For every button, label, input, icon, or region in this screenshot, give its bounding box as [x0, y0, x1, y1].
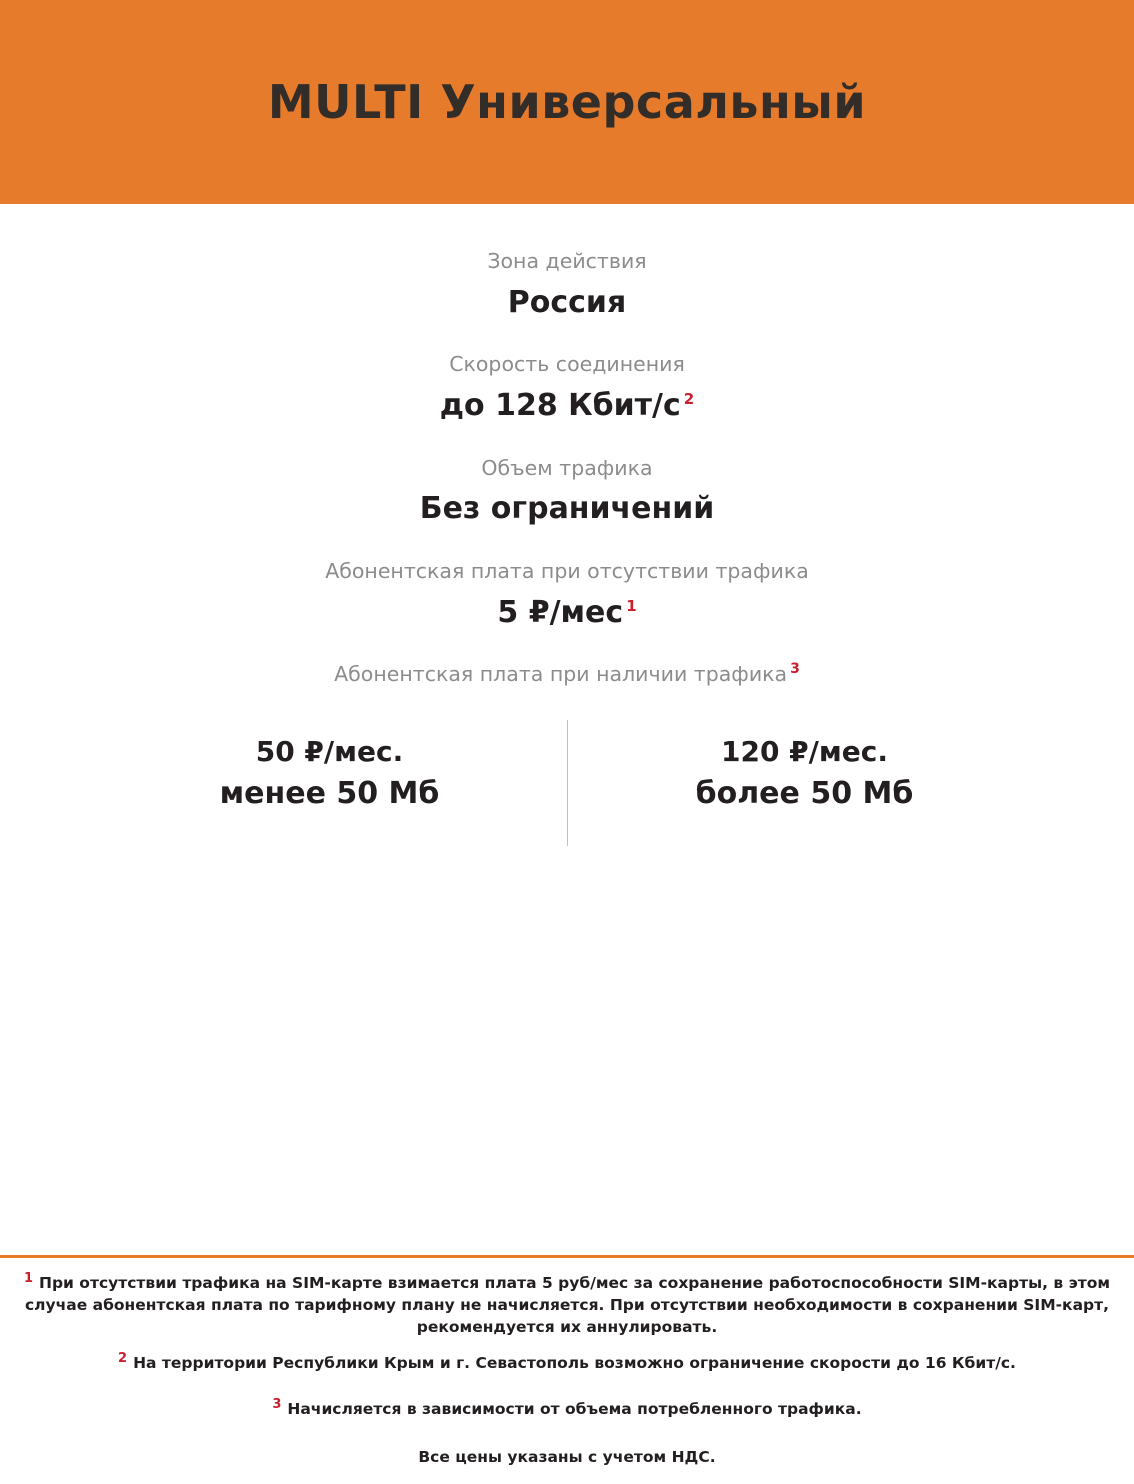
footnote-ref-2: 2	[683, 390, 695, 408]
footnote-item-2	[18, 1350, 1116, 1374]
vat-note: Все цены указаны с учетом НДС.	[418, 1448, 716, 1466]
spec-row-fee-with-traffic	[0, 659, 1134, 690]
page-title: MULTI Универсальный	[267, 74, 867, 129]
spec-value-fee-no-traffic-text: 5 ₽/мес	[497, 594, 624, 630]
spec-label-coverage: Зона действия	[487, 249, 647, 273]
spec-value-speed-text: до 128 Кбит/с	[439, 388, 681, 423]
spec-row-coverage	[0, 246, 1134, 323]
footnote-ref-3: 3	[790, 661, 800, 678]
footnote-text-3: Начисляется в зависимости от объема потребленного трафика.	[287, 1400, 862, 1418]
page-header	[0, 0, 1134, 204]
spec-row-speed	[0, 349, 1134, 426]
footnote-ref-1: 1	[626, 596, 637, 615]
footnotes-list	[0, 1258, 1134, 1484]
spec-value-volume	[0, 489, 1134, 530]
spec-row-volume	[0, 453, 1134, 530]
traffic-fee-condition-high: более 50 Мб	[695, 776, 914, 812]
footnote-item-1	[18, 1270, 1116, 1338]
spec-label-fee-with-traffic	[0, 659, 1134, 690]
traffic-fee-price-high: 120 ₽/мес.	[720, 734, 888, 768]
spec-value-coverage-text: Россия	[507, 284, 627, 320]
spec-label-fee-no-traffic: Абонентская плата при отсутствии трафика	[325, 558, 809, 583]
footnote-number-3: 3	[272, 1396, 282, 1412]
footnote-number-2: 2	[118, 1350, 128, 1366]
traffic-fee-column-high	[568, 716, 1042, 856]
spec-value-coverage	[0, 283, 1134, 324]
spec-value-volume-text: Без ограничений	[419, 491, 715, 527]
traffic-fee-price-low: 50 ₽/мес.	[255, 734, 404, 768]
footnote-item-3	[18, 1396, 1116, 1420]
traffic-fee-columns	[0, 716, 1134, 856]
footnotes-section	[0, 1255, 1134, 1484]
spec-value-fee-no-traffic	[0, 593, 1134, 634]
spec-label-speed: Скорость соединения	[449, 352, 685, 377]
tariff-specs	[0, 204, 1134, 856]
footnote-text-2: На территории Республики Крым и г. Севастополь возможно ограничение скорости до 16 Кбит/с.	[133, 1353, 1016, 1372]
traffic-fee-condition-low: менее 50 Мб	[219, 776, 440, 812]
footnote-text-1: При отсутствии трафика на SIM-карте взимается плата 5 руб/мес за сохранение работоспособности SIM-карты, в этом случае абонентская плата по тарифному плану не начисляется. При отсутствии необходимости в сохранении SIM-карт, рекомендуется их аннулировать.	[24, 1273, 1111, 1336]
spec-label-fee-with-traffic-text: Абонентская плата при наличии трафика	[334, 662, 788, 686]
spec-value-speed	[0, 386, 1134, 427]
traffic-fee-column-low	[93, 716, 567, 856]
spec-label-volume: Объем трафика	[481, 455, 653, 480]
footnote-number-1: 1	[23, 1270, 33, 1286]
spec-row-fee-no-traffic	[0, 556, 1134, 633]
